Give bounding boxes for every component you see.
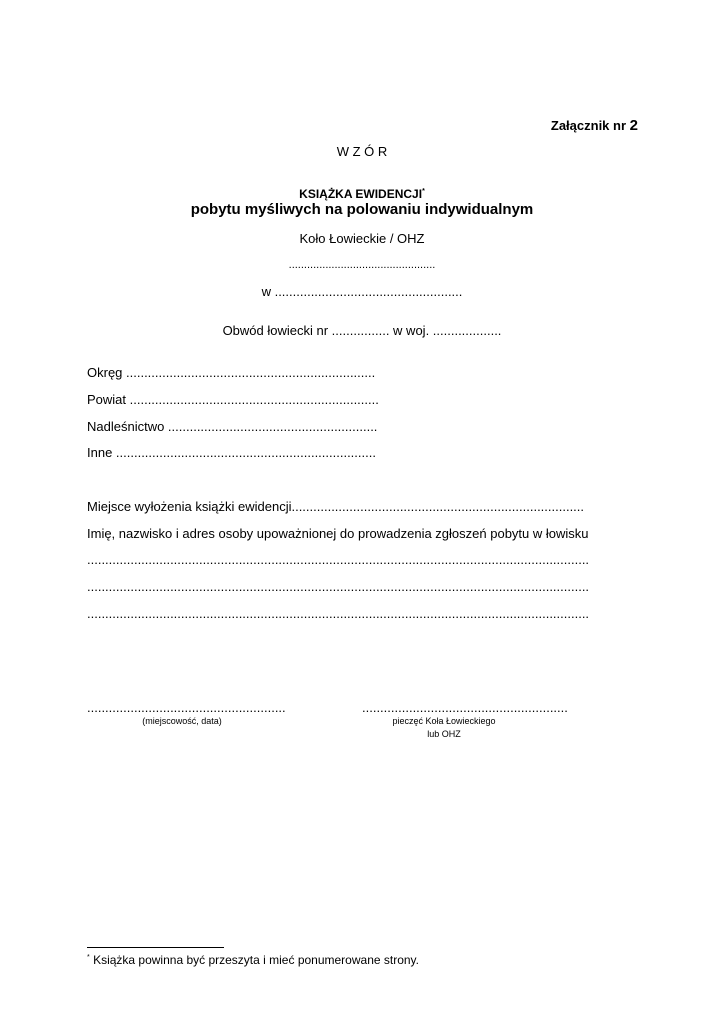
club-label: Koło Łowieckie / OHZ <box>299 231 425 246</box>
footnote <box>87 953 419 967</box>
attachment-label <box>551 117 638 134</box>
footnote-text: Książka powinna być przeszyta i mieć ponumerowane strony. <box>89 953 419 967</box>
signature-left-line: ....................................................... <box>87 700 286 715</box>
blank-line-2: ........................................................................................................................................... <box>87 579 590 594</box>
field-powiat: Powiat ..................................................................... <box>87 392 379 407</box>
attachment-label-text: Załącznik nr <box>550 118 627 133</box>
club-blank: ................................................ <box>288 259 436 271</box>
signature-right-caption-2: lub OHZ <box>427 729 461 739</box>
book-title <box>0 187 724 201</box>
blank-line-1: ........................................................................................................................................... <box>87 552 590 567</box>
signature-left-caption: (miejscowość, data) <box>142 716 222 726</box>
footnote-mark: * <box>87 954 90 961</box>
location-line: w .................................................... <box>261 284 463 299</box>
signature-right-caption-1: pieczęć Koła Łowieckiego <box>392 716 496 726</box>
signature-right-line: ......................................................... <box>362 700 568 715</box>
attachment-number: 2 <box>629 117 638 134</box>
book-title-text: KSIĄŻKA EWIDENCJI <box>299 187 423 201</box>
field-inne: Inne ........................................................................ <box>87 445 376 460</box>
footnote-divider <box>87 947 224 948</box>
book-subtitle: pobytu myśliwych na polowaniu indywidualnym <box>190 201 534 218</box>
person-line: Imię, nazwisko i adres osoby upoważnionej do prowadzenia zgłoszeń pobytu w łowisku <box>87 526 589 541</box>
district-line: Obwód łowiecki nr ................ w woj. ................... <box>222 323 502 338</box>
field-nadlesnictwo: Nadleśnictwo .......................................................... <box>87 419 378 434</box>
footnote-ref: * <box>422 188 425 195</box>
place-line: Miejsce wyłożenia książki ewidencji................................................................................. <box>87 499 585 514</box>
blank-line-3: ........................................................................................................................................... <box>87 606 590 621</box>
wzor-heading: W Z Ó R <box>336 144 388 159</box>
field-okreg: Okręg ..................................................................... <box>87 365 376 380</box>
